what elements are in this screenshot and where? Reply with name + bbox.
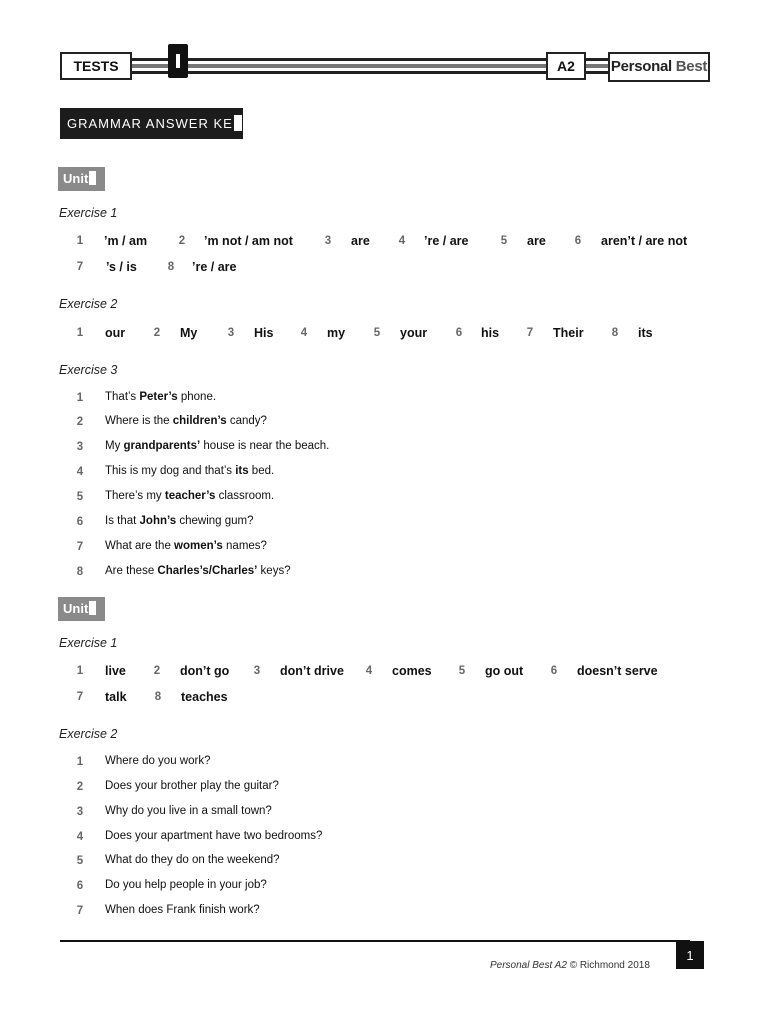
answer-text: comes [392, 664, 432, 678]
answer-number: 6 [574, 235, 582, 247]
answer-number: 3 [324, 235, 332, 247]
answer-text: live [105, 664, 126, 678]
header-tab-marker [168, 44, 188, 78]
answer-number: 4 [365, 665, 373, 677]
answer-number: 6 [455, 327, 463, 339]
answer-number: 6 [550, 665, 558, 677]
answer-number: 5 [76, 491, 84, 503]
brand-part2: Best [675, 58, 708, 75]
answer-number: 4 [300, 327, 308, 339]
answer-text: ’re / are [192, 260, 237, 274]
answer-sentence: Where do you work? [105, 755, 211, 767]
unit-1-label: Unit [58, 167, 105, 191]
unit1-exercise1-title: Exercise 1 [59, 206, 118, 220]
answer-number: 7 [76, 541, 84, 553]
answer-sentence: When does Frank finish work? [105, 904, 260, 916]
brand-part1: Personal [610, 58, 672, 75]
answer-number: 1 [76, 235, 84, 247]
answer-number: 7 [76, 691, 84, 703]
unit2-exercise2-title: Exercise 2 [59, 727, 118, 741]
answer-text: aren’t / are not [601, 234, 688, 248]
answer-number: 7 [526, 327, 534, 339]
header-rail [132, 58, 546, 74]
answer-number: 5 [500, 235, 508, 247]
answer-number: 5 [76, 855, 84, 867]
answer-sentence: Do you help people in your job? [105, 879, 267, 891]
answer-number: 4 [76, 466, 84, 478]
answer-sentence: Where is the children’s candy? [105, 415, 267, 427]
answer-text: ’s / is [106, 260, 137, 274]
answer-text: are [351, 234, 370, 248]
answer-text: ’m not / am not [204, 234, 293, 248]
answer-number: 3 [253, 665, 261, 677]
footer-credit [490, 960, 650, 971]
answer-number: 1 [76, 392, 84, 404]
answer-text: ’re / are [424, 234, 469, 248]
answer-number: 7 [76, 905, 84, 917]
answer-sentence: There’s my teacher’s classroom. [105, 490, 275, 502]
answer-number: 2 [153, 665, 161, 677]
brand-logo [608, 52, 710, 82]
answer-text: its [638, 326, 653, 340]
section-title-text: GRAMMAR ANSWER KE [67, 116, 233, 131]
answer-text: your [400, 326, 428, 340]
unit1-exercise2-title: Exercise 2 [59, 297, 118, 311]
footer-copyright: © Richmond 2018 [569, 960, 650, 971]
answer-number: 3 [76, 806, 84, 818]
section-title [60, 108, 243, 139]
answer-text: our [105, 326, 126, 340]
answer-number: 2 [178, 235, 186, 247]
answer-text: don’t go [180, 664, 230, 678]
answer-number: 6 [76, 880, 84, 892]
answer-text: His [254, 326, 274, 340]
answer-sentence: What are the women’s names? [105, 540, 267, 552]
answer-number: 3 [227, 327, 235, 339]
answer-number: 7 [76, 261, 84, 273]
answer-number: 8 [167, 261, 175, 273]
answer-number: 2 [76, 416, 84, 428]
answer-text: doesn’t serve [577, 664, 658, 678]
answer-text: Their [553, 326, 584, 340]
unit1-exercise3-title: Exercise 3 [59, 363, 118, 377]
answer-number: 2 [76, 781, 84, 793]
answer-number: 8 [154, 691, 162, 703]
answer-number: 1 [76, 665, 84, 677]
tests-label: TESTS [60, 52, 132, 80]
answer-number: 6 [76, 516, 84, 528]
answer-sentence: Why do you live in a small town? [105, 805, 272, 817]
answer-number: 4 [76, 831, 84, 843]
answer-sentence: Does your apartment have two bedrooms? [105, 830, 323, 842]
answer-number: 1 [76, 327, 84, 339]
unit2-exercise1-title: Exercise 1 [59, 636, 118, 650]
answer-number: 8 [611, 327, 619, 339]
page-number: 1 [676, 941, 704, 969]
answer-number: 3 [76, 441, 84, 453]
answer-text: my [327, 326, 346, 340]
answer-sentence: This is my dog and that’s its bed. [105, 465, 275, 477]
answer-sentence: What do they do on the weekend? [105, 854, 280, 866]
answer-sentence: Are these Charles’s/Charles’ keys? [105, 565, 291, 577]
footer-divider [60, 940, 690, 942]
answer-number: 5 [373, 327, 381, 339]
answer-text: are [527, 234, 546, 248]
answer-text: teaches [181, 690, 228, 704]
answer-text: don’t drive [280, 664, 344, 678]
answer-sentence: Does your brother play the guitar? [105, 780, 279, 792]
answer-text: My [180, 326, 198, 340]
answer-number: 4 [398, 235, 406, 247]
answer-sentence: Is that John’s chewing gum? [105, 515, 254, 527]
answer-number: 8 [76, 566, 84, 578]
footer-book-title: Personal Best A2 [490, 960, 567, 971]
answer-sentence: My grandparents’ house is near the beach. [105, 440, 330, 452]
answer-text: ’m / am [104, 234, 148, 248]
level-label: A2 [546, 52, 586, 80]
answer-sentence: That’s Peter’s phone. [105, 391, 217, 403]
answer-text: his [481, 326, 500, 340]
header-rail-right [586, 58, 608, 74]
answer-text: talk [105, 690, 127, 704]
answer-number: 1 [76, 756, 84, 768]
answer-text: go out [485, 664, 524, 678]
answer-number: 2 [153, 327, 161, 339]
unit-2-label: Unit [58, 597, 105, 621]
answer-number: 5 [458, 665, 466, 677]
